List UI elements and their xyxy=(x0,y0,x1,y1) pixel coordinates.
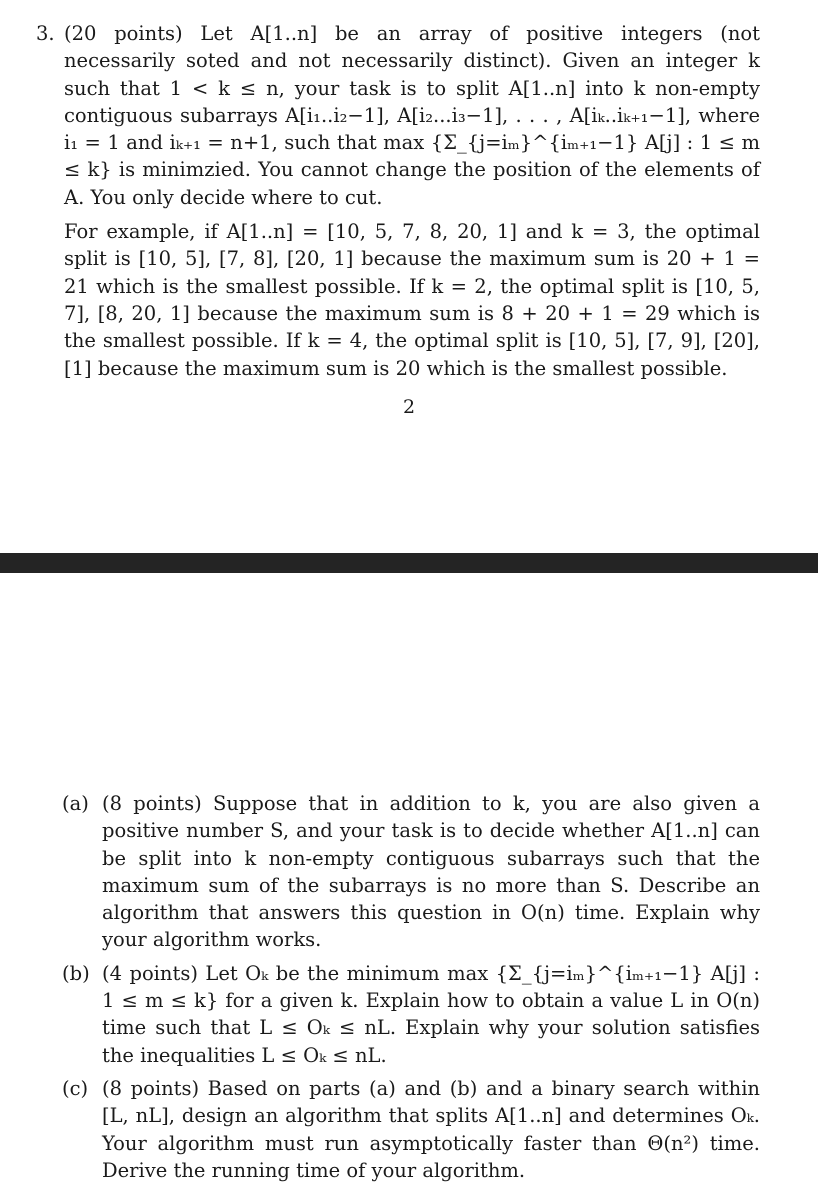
page-break-divider xyxy=(0,553,818,573)
part-c-label: (c) xyxy=(62,1076,89,1100)
page-number: 2 xyxy=(402,396,416,418)
part-a-text: (8 points) Suppose that in addition to k, you are also given a positive number S, and your task is to decide whether A[1..n] can be split into k non-empty contiguous subarrays such that the maximum sum of the subarrays is no more than S. Describe an algorithm that answers this question in O(n) time. Explain why your algorithm works. xyxy=(102,792,760,952)
part-a xyxy=(62,790,760,954)
subparts xyxy=(62,790,760,1190)
part-b xyxy=(62,960,760,1069)
problem-3 xyxy=(36,20,760,382)
part-c-text: (8 points) Based on parts (a) and (b) and a binary search within [L, nL], design an algorithm that splits A[1..n] and determines Oₖ. Your algorithm must run asymptotically faster than Θ(n²) time. Derive the running time of your algorithm. xyxy=(102,1076,760,1182)
part-c xyxy=(62,1075,760,1184)
part-b-label: (b) xyxy=(62,961,90,985)
part-a-label: (a) xyxy=(62,792,89,815)
problem-number: 3. xyxy=(36,22,55,45)
problem-example: For example, if A[1..n] = [10, 5, 7, 8, 20, 1] and k = 3, the optimal split is [10, 5], [7, 8], [20, 1] because the maximum sum is 20 + 1 = 21 which is the smallest possible. If k = 2, the optimal split is [10, 5, 7], [8, 20, 1] because the maximum sum is 8 + 20 + 1 = 29 which is the smallest possible. If k = 4, the optimal split is [10, 5], [7, 9], [20], [1] because the maximum sum is 20 which is the smallest possible. xyxy=(64,220,760,380)
part-b-text: (4 points) Let Oₖ be the minimum max {Σ_{j=iₘ}^{iₘ₊₁−1} A[j] : 1 ≤ m ≤ k} for a given k. Explain how to obtain a value L in O(n) time such that L ≤ Oₖ ≤ nL. Explain why your solution satisfies the inequalities L ≤ Oₖ ≤ nL. xyxy=(102,961,760,1067)
problem-statement: (20 points) Let A[1..n] be an array of positive integers (not necessarily soted and not necessarily distinct). Given an integer k such that 1 < k ≤ n, your task is to split A[1..n] into k non-empty contiguous subarrays A[i₁..i₂−1], A[i₂...i₃−1], . . . , A[iₖ..iₖ₊₁−1], where i₁ = 1 and iₖ₊₁ = n+1, such that max {Σ_{j=iₘ}^{iₘ₊₁−1} A[j] : 1 ≤ m ≤ k} is minimzied. You cannot change the position of the elements of A. You only decide where to cut. xyxy=(64,22,760,209)
